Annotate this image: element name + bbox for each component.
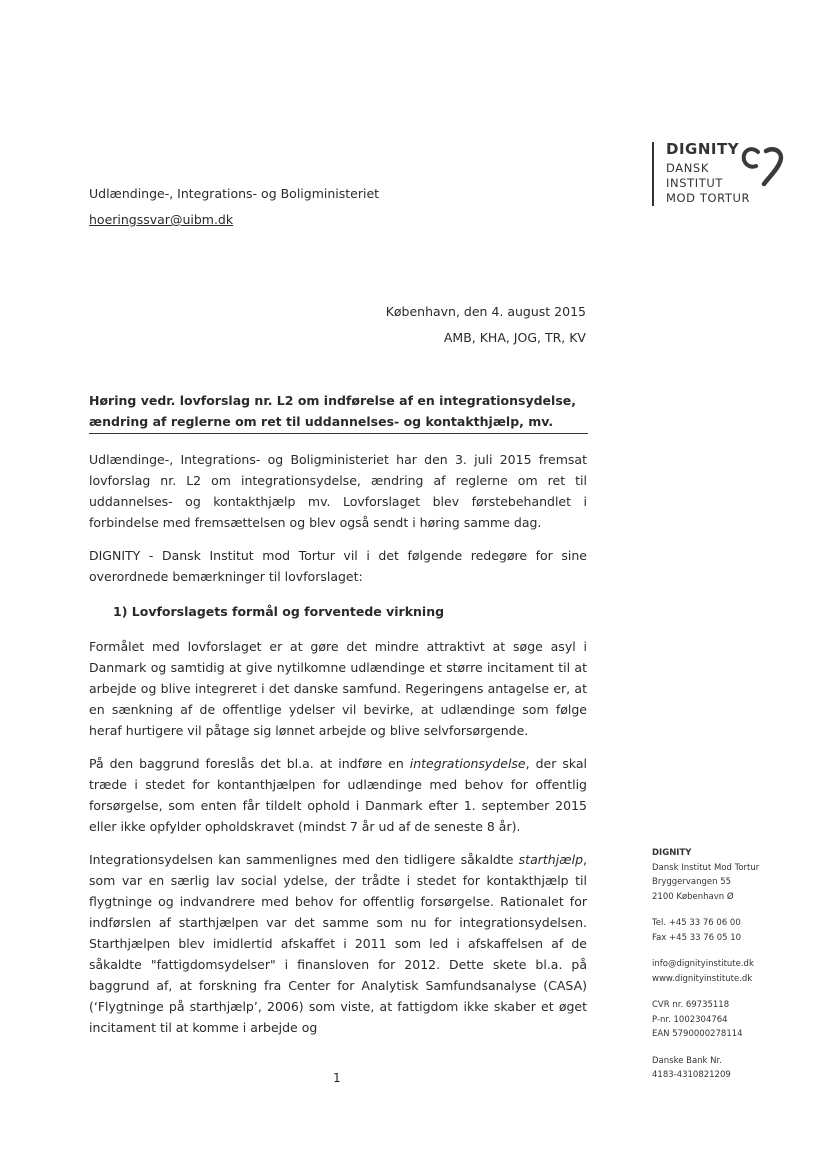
- paragraph-5: [89, 849, 587, 1038]
- paragraph-5-end: , som var en særlig lav social ydelse, der trådte i stedet for kontakthjælp til flygtninge og indvandrere med behov for offentlig forsørgelse. Rationalet for indførslen af starthjælpen var det samme som nu for integrationsydelsen. Starthjælpen blev imidlertid afskaffet i 2011 som led i afskaffelsen af de såkaldte "fattigdomsydelser" i finansloven for 2012. Dette skete bl.a. på baggrund af, at forskning fra Center for Analytisk Samfundsanalyse (CASA) (‘Flygtninge på starthjælp’, 2006) som viste, at fattigdom ikke skaber et øget incitament til at komme i arbejde og: [89, 852, 587, 1035]
- logo-heart-icon: [740, 142, 786, 188]
- paragraph-1: Udlændinge-, Integrations- og Boligministeriet har den 3. juli 2015 fremsat lovforslag nr. L2 om integrationsydelse, ændring af reglerne om ret til uddannelses- og kontakthjælp mv. Lovforslaget blev førstebehandlet i forbindelse med fremsættelsen og blev også sendt i høring samme dag.: [89, 452, 587, 530]
- logo-line-1: DANSK: [666, 161, 709, 175]
- sidebar-email-link[interactable]: info@dignityinstitute.dk: [652, 959, 754, 969]
- letter-body: [89, 449, 587, 1050]
- logo-line-2: INSTITUT: [666, 176, 723, 190]
- paragraph-5-start: Integrationsydelsen kan sammenlignes med den tidligere såkaldte: [89, 852, 519, 867]
- sidebar-org: Dansk Institut Mod Tortur: [652, 862, 760, 873]
- paragraph-5-emphasis: starthjælp: [518, 852, 584, 867]
- contact-sidebar: [652, 846, 802, 1095]
- sidebar-bank: Danske Bank Nr.: [652, 1055, 722, 1066]
- recipient-block: [89, 181, 379, 233]
- section-heading-1: 1) Lovforslagets formål og forventede virkning: [113, 604, 445, 619]
- sidebar-city: 2100 København Ø: [652, 891, 734, 902]
- place-date: København, den 4. august 2015: [385, 304, 586, 319]
- bank-group: [652, 1054, 802, 1083]
- logo-name: DIGNITY: [666, 140, 740, 158]
- page-number: 1: [333, 1071, 341, 1085]
- address-group: [652, 846, 802, 904]
- subject-divider: [89, 433, 588, 434]
- paragraph-4-start: På den baggrund foreslås det bl.a. at indføre en: [89, 756, 410, 771]
- recipient-email-link[interactable]: hoeringssvar@uibm.dk: [89, 212, 234, 227]
- paragraph-2: DIGNITY - Dansk Institut mod Tortur vil i det følgende redegøre for sine overordnede bemærkninger til lovforslaget:: [89, 548, 587, 584]
- logo-divider: [652, 142, 654, 206]
- sidebar-title: DIGNITY: [652, 848, 692, 858]
- registration-group: [652, 998, 802, 1042]
- recipient-name: Udlændinge-, Integrations- og Boligministeriet: [89, 186, 380, 201]
- phone-group: [652, 916, 802, 945]
- author-initials: AMB, KHA, JOG, TR, KV: [443, 330, 586, 345]
- paragraph-4-emphasis: integrationsydelse: [409, 756, 526, 771]
- date-block: [386, 299, 586, 351]
- sidebar-web-link[interactable]: www.dignityinstitute.dk: [652, 973, 753, 984]
- paragraph-4-end: , der skal træde i stedet for kontanthjælpen for udlændinge med behov for offentlig forsørgelse, som enten får tildelt ophold i Danmark efter 1. september 2015 eller ikke opfylder opholdskravet (mindst 7 år ud af de seneste 8 år).: [89, 756, 587, 834]
- sidebar-fax: Fax +45 33 76 05 10: [652, 932, 742, 943]
- sidebar-street: Bryggervangen 55: [652, 877, 732, 887]
- dignity-logo: [652, 140, 792, 210]
- logo-line-3: MOD TORTUR: [666, 191, 751, 205]
- paragraph-4: [89, 753, 587, 837]
- web-group: [652, 957, 802, 986]
- sidebar-cvr: CVR nr. 69735118: [652, 1000, 730, 1010]
- sidebar-ean: EAN 5790000278114: [652, 1029, 743, 1039]
- paragraph-3: Formålet med lovforslaget er at gøre det mindre attraktivt at søge asyl i Danmark og samtidig at give nytilkomne udlændinge et større incitament til at arbejde og blive integreret i det danske samfund. Regeringens antagelse er, at en sænkning af de offentlige ydelser vil bevirke, at udlændinge som følge heraf hurtigere vil påtage sig lønnet arbejde og blive selvforsørgende.: [89, 639, 587, 738]
- subject-heading: Høring vedr. lovforslag nr. L2 om indførelse af en integrationsydelse, ændring af reglerne om ret til uddannelses- og kontakthjælp, mv.: [89, 393, 576, 429]
- sidebar-pnr: P-nr. 1002304764: [652, 1014, 728, 1025]
- sidebar-account: 4183-4310821209: [652, 1070, 731, 1080]
- sidebar-tel: Tel. +45 33 76 06 00: [652, 918, 741, 928]
